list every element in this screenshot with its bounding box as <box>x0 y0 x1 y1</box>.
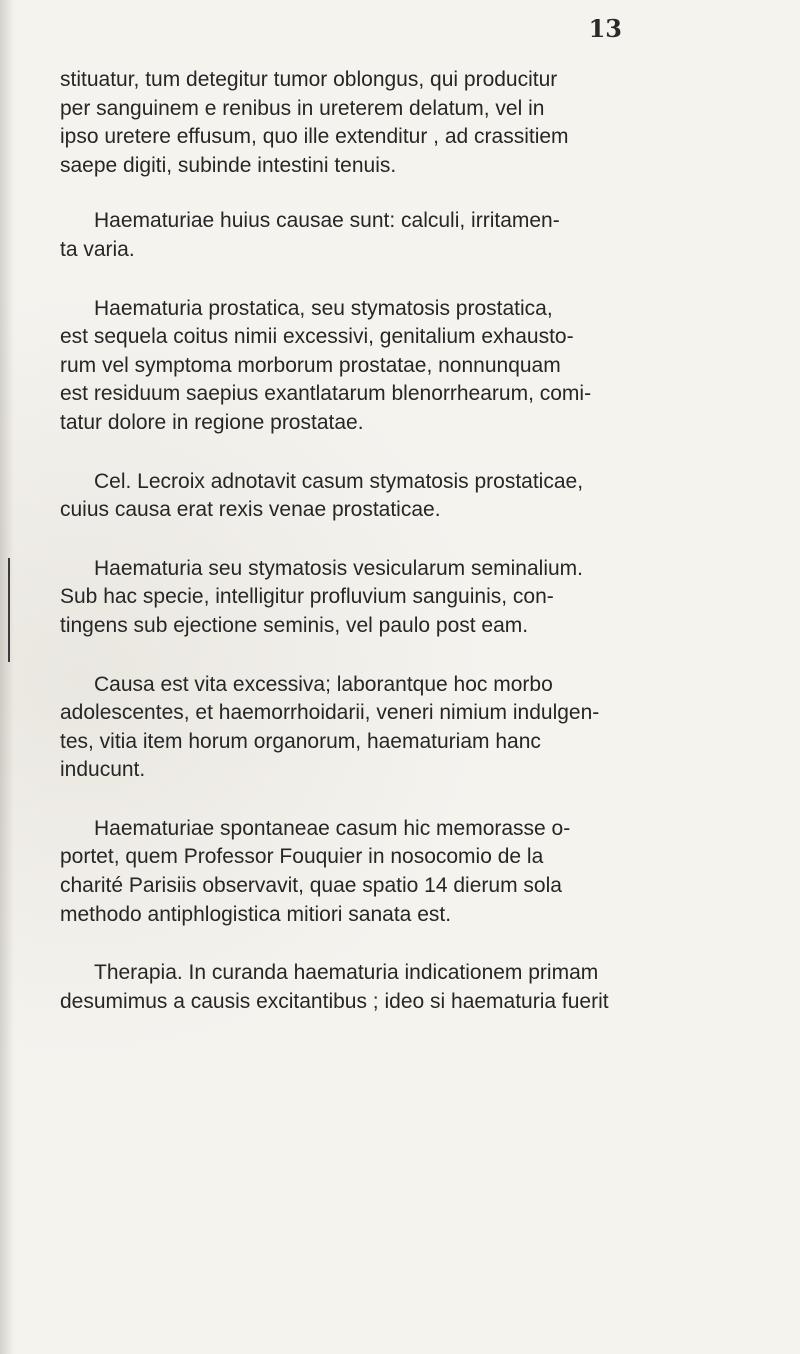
paragraph-7: Haematuriae spontaneae casum hic memorasse o- portet, quem Professor Fouquier in nosocomio de la charité Parisiis observavit, quae spatio 14 dierum sola methodo antiphlogistica mitiori sanata est. <box>60 816 571 926</box>
margin-mark <box>8 558 10 662</box>
gutter-shadow <box>0 0 14 1354</box>
paragraph-6: Causa est vita excessiva; laborantque hoc morbo adolescentes, et haemorrhoidarii, veneri nimium indulgen- tes, vitia item horum organorum, haematuriam hanc inducunt. <box>60 672 600 782</box>
paragraph-5: Haematuria seu stymatosis vesicularum seminalium. Sub hac specie, intelligitur profluvium sanguinis, con- tingens sub ejectione seminis, vel paulo post eam. <box>60 556 583 637</box>
page-number: 13 <box>588 14 622 43</box>
paragraph-8: Therapia. In curanda haematuria indicationem primam desumimus a causis excitantibus ; ideo si haematuria fuerit <box>60 961 609 1013</box>
paragraph-3: Haematuria prostatica, seu stymatosis prostatica, est sequela coitus nimii excessivi, genitalium exhausto- rum vel symptoma morborum prostatae, nonnunquam est residuum saepius exantlatarum blenorrhearum, comi- tatur dolore in regione prostatae. <box>60 296 592 434</box>
paragraph-2: Haematuriae huius causae sunt: calculi, irritamen- ta varia. <box>60 209 560 261</box>
body-text <box>60 66 750 1046</box>
paragraph-4: Cel. Lecroix adnotavit casum stymatosis prostaticae, cuius causa erat rexis venae prostaticae. <box>60 469 584 522</box>
paragraph-1: stituatur, tum detegitur tumor oblongus, qui producitur per sanguinem e renibus in ureterem delatum, vel in ipso uretere effusum, quo ille extenditur , ad crassitiem saepe digiti, subinde intestini tenuis. <box>60 68 569 177</box>
